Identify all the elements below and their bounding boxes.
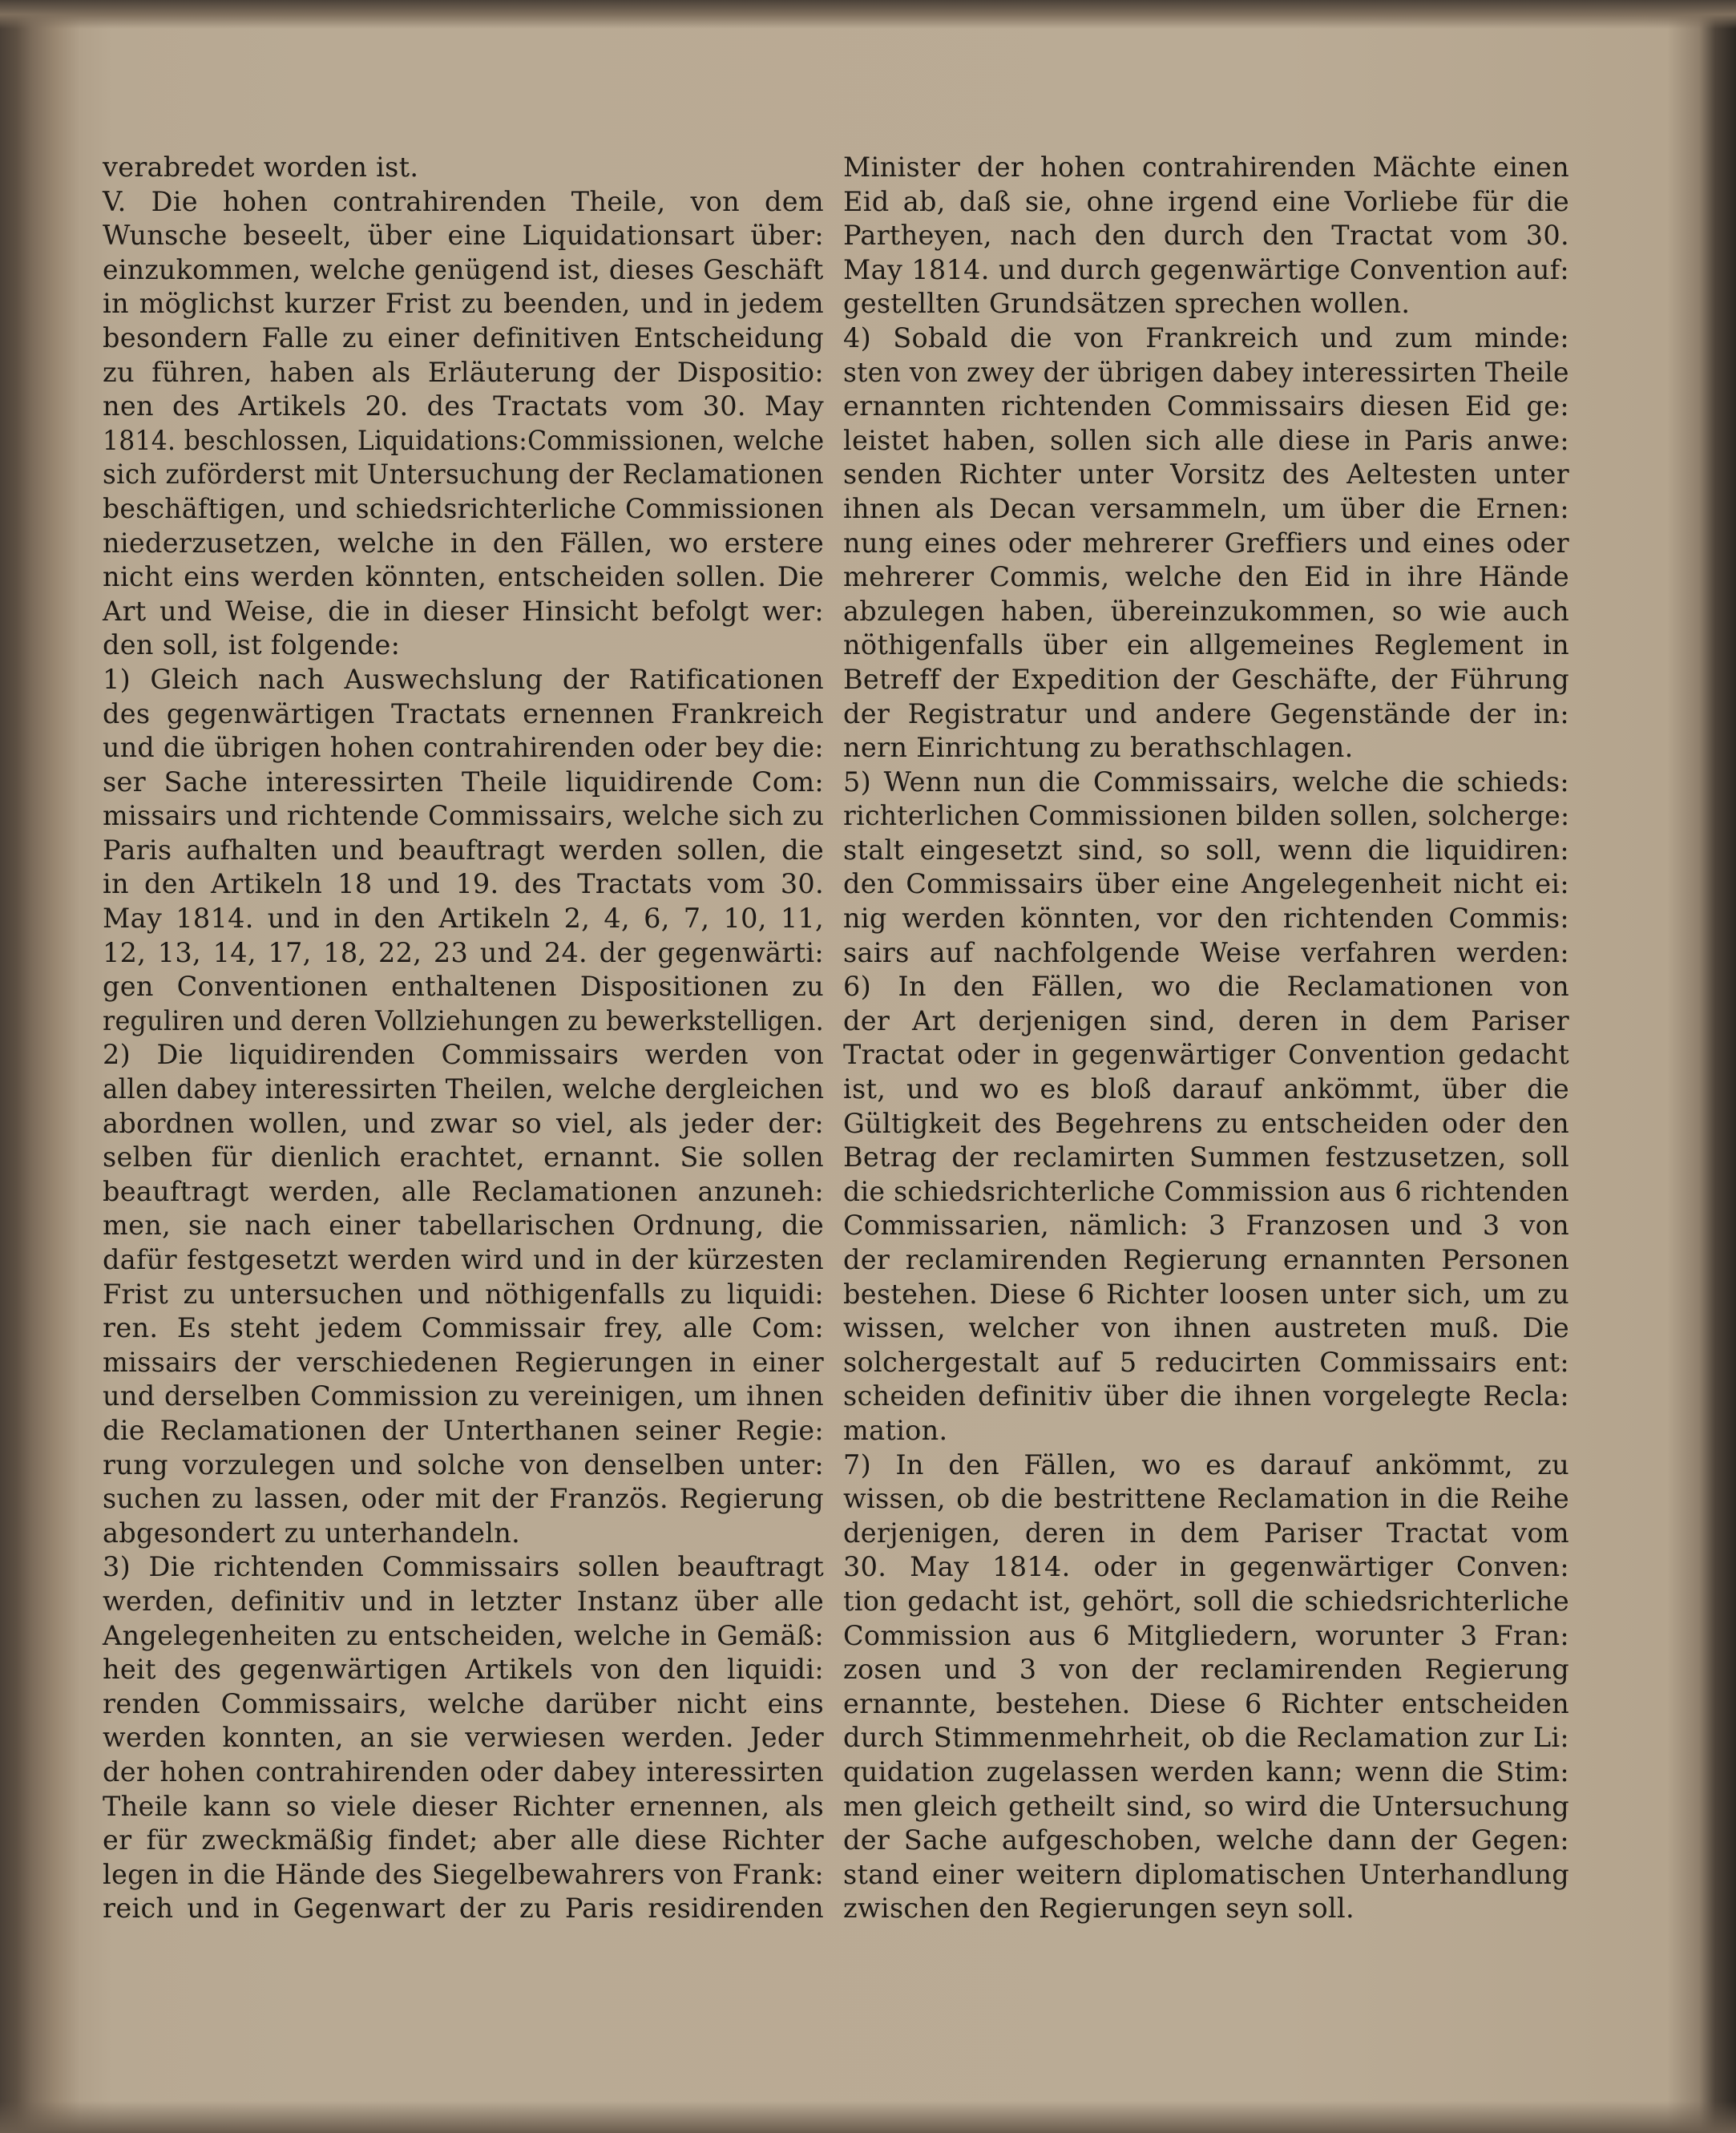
text-line: besondern Falle zu einer definitiven Entscheidung [103, 321, 824, 353]
text-line: nung eines oder mehrerer Greffiers und eines oder [843, 527, 1569, 559]
text-line: ist, und wo es bloß darauf ankömmt, über die [843, 1073, 1569, 1105]
text-line: nen des Artikels 20. des Tractats vom 30. May [103, 390, 824, 422]
text-line: 2) Die liquidirenden Commissairs werden von [103, 1039, 824, 1071]
text-line: legen in die Hände des Siegelbewahrers von Frank: [103, 1858, 824, 1890]
text-line: selben für dienlich erachtet, ernannt. Sie sollen [103, 1141, 824, 1174]
text-line: Betreff der Expedition der Geschäfte, der Führung [843, 663, 1569, 695]
text-line: und die übrigen hohen contrahirenden oder bey die: [103, 732, 824, 764]
text-line: 3) Die richtenden Commissairs sollen beauftragt [103, 1551, 824, 1583]
text-line: renden Commissairs, welche darüber nicht eins [103, 1687, 824, 1719]
text-line: Minister der hohen contrahirenden Mächte einen [843, 151, 1569, 183]
text-line: dafür festgesetzt werden wird und in der kürzesten [103, 1244, 824, 1275]
text-line: V. Die hohen contrahirenden Theile, von dem [103, 185, 824, 217]
text-line: verabredet worden ist. [103, 151, 419, 183]
text-line: Wunsche beseelt, über eine Liquidationsart über: [103, 220, 824, 252]
text-line: Art und Weise, die in dieser Hinsicht befolgt wer: [103, 595, 824, 627]
text-line: 7) In den Fällen, wo es darauf ankömmt, zu [843, 1448, 1569, 1481]
text-line: des gegenwärtigen Tractats ernennen Frankreich [103, 697, 824, 729]
text-line: 6) In den Fällen, wo die Reclamationen von [843, 971, 1569, 1003]
text-line: der reclamirenden Regierung ernannten Personen [843, 1244, 1569, 1275]
text-line: 4) Sobald die von Frankreich und zum minde: [843, 321, 1569, 353]
text-line: wissen, ob die bestrittene Reclamation in die Reihe [843, 1483, 1569, 1515]
text-line: missairs und richtende Commissairs, welche sich zu [103, 800, 825, 832]
text-line: ernannten richtenden Commissairs diesen Eid ge: [843, 390, 1569, 422]
text-line: Partheyen, nach den durch den Tractat vom 30. [843, 220, 1569, 252]
text-line: nicht eins werden könnten, entscheiden sollen. Die [103, 561, 824, 593]
text-line: beschäftigen, und schiedsrichterliche Commissionen [103, 492, 825, 524]
text-line: durch Stimmenmehrheit, ob die Reclamation zur Li: [843, 1722, 1569, 1754]
text-line: stalt eingesetzt sind, so soll, wenn die liquidiren: [843, 834, 1569, 866]
text-line: sairs auf nachfolgende Weise verfahren werden: [843, 936, 1569, 968]
text-line: Frist zu untersuchen und nöthigenfalls zu liquidi: [103, 1278, 824, 1310]
text-line: die schiedsrichterliche Commission aus 6 richtenden [843, 1175, 1569, 1207]
text-line: reguliren und deren Vollziehungen zu bewerkstelligen. [103, 1004, 825, 1036]
text-line: werden, definitiv und in letzter Instanz über alle [103, 1585, 824, 1617]
text-line: missairs der verschiedenen Regierungen in einer [103, 1346, 824, 1378]
text-line: einzukommen, welche genügend ist, dieses Geschäft [103, 253, 824, 285]
text-line: May 1814. und durch gegenwärtige Convention auf: [843, 253, 1569, 285]
text-line: bestehen. Diese 6 Richter loosen unter sich, um zu [843, 1278, 1569, 1310]
text-line: der Sache aufgeschoben, welche dann der Gegen: [843, 1824, 1569, 1856]
text-line: nig werden könnten, vor den richtenden Commis: [843, 903, 1569, 935]
text-line: 12, 13, 14, 17, 18, 22, 23 und 24. der gegenwärti: [103, 936, 824, 968]
text-line: Gültigkeit des Begehrens zu entscheiden oder den [843, 1107, 1569, 1139]
text-line: ernannte, bestehen. Diese 6 Richter entscheiden [843, 1687, 1569, 1719]
page-bottom-shadow [0, 2101, 1736, 2133]
text-line: in möglichst kurzer Frist zu beenden, und in jedem [103, 288, 824, 320]
text-line: Betrag der reclamirten Summen festzusetzen, soll [843, 1141, 1569, 1174]
text-line: nern Einrichtung zu berathschlagen. [843, 732, 1354, 764]
text-line: er für zweckmäßig findet; aber alle diese Richter [103, 1824, 824, 1856]
text-line: mation. [843, 1414, 948, 1446]
text-line: rung vorzulegen und solche von denselben unter: [103, 1448, 824, 1481]
text-line: der hohen contrahirenden oder dabey interessirten [103, 1755, 824, 1788]
text-line: suchen zu lassen, oder mit der Französ. Regierung [103, 1483, 824, 1515]
text-line: in den Artikeln 18 und 19. des Tractats vom 30. [103, 868, 824, 900]
text-line: reich und in Gegenwart der zu Paris residirenden [103, 1893, 824, 1925]
text-line: zosen und 3 von der reclamirenden Regierung [843, 1654, 1569, 1686]
text-line: allen dabey interessirten Theilen, welche dergleichen [103, 1073, 825, 1105]
text-line: solchergestalt auf 5 reducirten Commissairs ent: [843, 1346, 1569, 1378]
text-line: die Reclamationen der Unterthanen seiner Regie: [103, 1414, 824, 1446]
text-line: tion gedacht ist, gehört, soll die schiedsrichterliche [843, 1585, 1569, 1617]
text-line: gen Conventionen enthaltenen Dispositionen zu [103, 971, 824, 1003]
text-line: sich zuförderst mit Untersuchung der Reclamationen [103, 459, 824, 491]
text-line: gestellten Grundsätzen sprechen wollen. [843, 288, 1411, 320]
text-line: men, sie nach einer tabellarischen Ordnung, die [103, 1210, 824, 1242]
text-line: abgesondert zu unterhandeln. [103, 1517, 521, 1549]
text-line: und derselben Commission zu vereinigen, um ihnen [103, 1380, 824, 1412]
text-line: May 1814. und in den Artikeln 2, 4, 6, 7, 10, 11, [103, 903, 824, 935]
text-line: 1) Gleich nach Auswechslung der Ratificationen [103, 663, 824, 695]
text-line: niederzusetzen, welche in den Fällen, wo erstere [103, 527, 824, 559]
text-line: nöthigenfalls über ein allgemeines Reglement in [843, 629, 1569, 661]
text-line: ren. Es steht jedem Commissair frey, alle Com: [103, 1312, 824, 1344]
text-line: Angelegenheiten zu entscheiden, welche in Gemäß: [103, 1619, 824, 1651]
text-line: sten von zwey der übrigen dabey interessirten Theile [843, 356, 1569, 388]
text-line: Theile kann so viele dieser Richter ernennen, als [103, 1790, 824, 1822]
text-line: men gleich getheilt sind, so wird die Untersuchung [843, 1790, 1569, 1822]
text-line: ihnen als Decan versammeln, um über die Ernen: [843, 492, 1569, 524]
text-line: zu führen, haben als Erläuterung der Dispositio: [103, 356, 824, 388]
text-line: 5) Wenn nun die Commissairs, welche die schieds: [843, 766, 1569, 798]
text-line: derjenigen, deren in dem Pariser Tractat vom [843, 1517, 1569, 1549]
text-line: leistet haben, sollen sich alle diese in Paris anwe: [843, 424, 1569, 456]
text-line: der Registratur und andere Gegenstände der in: [843, 697, 1569, 729]
text-line: der Art derjenigen sind, deren in dem Pariser [843, 1004, 1569, 1036]
text-line: Tractat oder in gegenwärtiger Convention gedacht [843, 1039, 1569, 1071]
page-top-shadow [0, 0, 1736, 29]
text-line: den Commissairs über eine Angelegenheit nicht ei: [843, 868, 1569, 900]
text-line: den soll, ist folgende: [103, 629, 401, 661]
text-line: zwischen den Regierungen seyn soll. [843, 1893, 1354, 1925]
text-line: mehrerer Commis, welche den Eid in ihre Hände [843, 561, 1569, 593]
text-line: Commissarien, nämlich: 3 Franzosen und 3 von [843, 1210, 1569, 1242]
text-line: ser Sache interessirten Theile liquidirende Com: [103, 766, 824, 798]
text-line: wissen, welcher von ihnen austreten muß. Die [843, 1312, 1569, 1344]
text-line: beauftragt werden, alle Reclamationen anzuneh: [103, 1175, 824, 1207]
text-line: Commission aus 6 Mitgliedern, worunter 3 Fran: [843, 1619, 1569, 1651]
text-line: Eid ab, daß sie, ohne irgend eine Vorliebe für die [843, 185, 1569, 217]
text-line: 30. May 1814. oder in gegenwärtiger Conven: [843, 1551, 1569, 1583]
text-line: senden Richter unter Vorsitz des Aeltesten unter [843, 459, 1569, 491]
text-line: stand einer weitern diplomatischen Unterhandlung [843, 1858, 1569, 1890]
text-line: quidation zugelassen werden kann; wenn die Stim: [843, 1755, 1569, 1788]
text-line: abzulegen haben, übereinzukommen, so wie auch [843, 595, 1569, 627]
text-line: abordnen wollen, und zwar so viel, als jeder der: [103, 1107, 824, 1139]
text-line: heit des gegenwärtigen Artikels von den liquidi: [103, 1654, 824, 1686]
text-line: Paris aufhalten und beauftragt werden sollen, die [103, 834, 824, 866]
right-column [843, 151, 1569, 1926]
text-line: werden konnten, an sie verwiesen werden. Jeder [103, 1722, 824, 1754]
text-line: richterlichen Commissionen bilden sollen, solcherge: [843, 800, 1570, 832]
text-line: scheiden definitiv über die ihnen vorgelegte Recla: [843, 1380, 1569, 1412]
text-line: 1814. beschlossen, Liquidations:Commissionen, welche [103, 424, 825, 456]
left-column [103, 151, 824, 1926]
